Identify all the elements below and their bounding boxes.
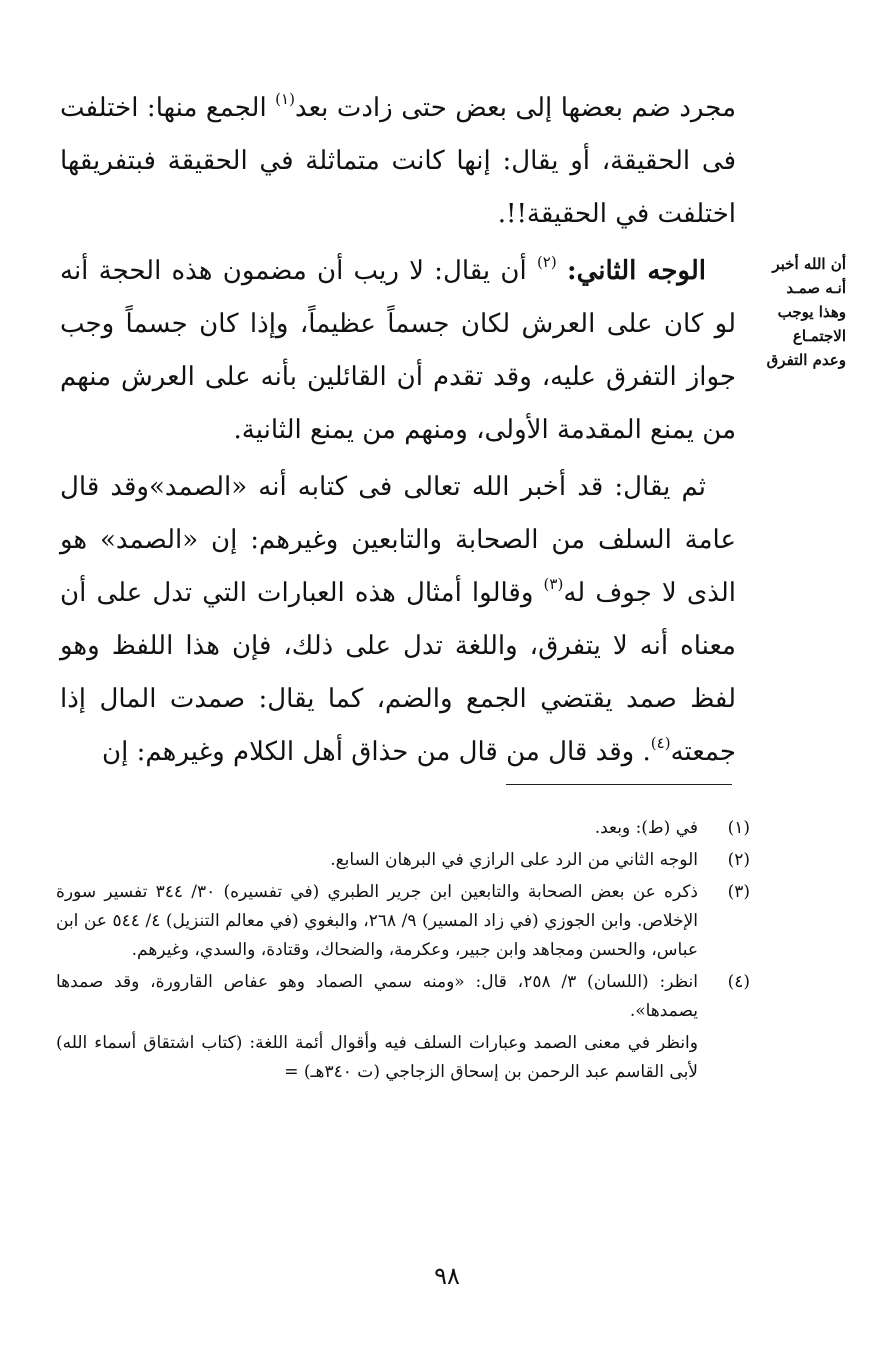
paragraph-3-text-b: وقالوا أمثال هذه العبارات التي تدل على أن معناه أنه لا يتفرق، واللغة تدل على ذلك، فإن هذا اللفظ وهو لفظ صمد يقتضي الجمع والضم، كما يقال: صمدت المال إذا جمعته [60,578,736,767]
paragraph-3 [60,461,736,779]
footnote-1 [56,814,750,843]
paragraph-3-text-a: ثم يقال: قد أخبر الله تعالى فى كتابه أنه «الصمد»وقد قال عامة السلف من الصحابة والتابعين وغيرهم: إن «الصمد» هو الذى لا جوف له [60,472,736,608]
footnote-number: (٢) [727,850,750,870]
footnote-ref-1[interactable]: (١) [275,90,295,108]
paragraph-1 [60,82,736,241]
margin-note-line: وعدم التفرق [766,351,846,369]
footnote-2 [56,846,750,875]
footnote-text: انظر: (اللسان) ٣/ ٢٥٨، قال: «ومنه سمي الصماد وهو عفاص القارورة، وقد صمدها يصمدها». [56,972,698,1021]
footnote-separator [506,784,732,785]
footnote-ref-4[interactable]: (٤) [650,734,671,752]
margin-note [760,252,846,372]
main-text [60,82,736,779]
footnote-ref-2[interactable]: (٢) [536,253,557,271]
paragraph-1-text-b: الجمع منها: اختلفت فى الحقيقة، أو يقال: إنها كانت متماثلة في الحقيقة فبتفريقها اختلفت في الحقيقة!!. [60,93,736,229]
margin-note-line: أن الله أخبر [772,255,846,273]
paragraph-2 [60,245,736,457]
margin-note-line: الاجتمـاع [792,327,846,345]
footnote-text: الوجه الثاني من الرد على الرازي في البرهان السابع. [330,850,698,870]
footnote-text: ذكره عن بعض الصحابة والتابعين ابن جرير الطبري (في تفسيره) ٣٠/ ٣٤٤ تفسير سورة الإخلاص. وابن الجوزي (في زاد المسير) ٩/ ٢٦٨، والبغوي (في معالم التنزيل) ٤/ ٥٤٤ عن ابن عباس، والحسن ومجاهد وابن جبير، وعكرمة، والضحاك، وقتادة، والسدي، وغيرهم. [56,882,698,960]
page-number: ٩٨ [434,1262,460,1290]
footnotes [56,814,750,1087]
footnote-4-continuation: وانظر في معنى الصمد وعبارات السلف فيه وأقوال أئمة اللغة: (كتاب اشتقاق أسماء الله) لأبى القاسم عبد الرحمن بن إسحاق الزجاجي (ت ٣٤٠هـ) = [56,1033,698,1082]
footnote-4 [56,968,750,1026]
footnote-number: (٣) [727,882,750,902]
footnote-ref-3[interactable]: (٣) [543,575,564,593]
footnote-number: (٤) [727,972,750,992]
margin-note-line: أنـه صمـد [786,279,846,297]
second-aspect-heading: الوجه الثاني: [566,256,706,286]
footnote-number: (١) [727,818,750,838]
footnote-text: في (ط): وبعد. [594,818,698,838]
paragraph-1-text-a: مجرد ضم بعضها إلى بعض حتى زادت بعد [294,93,736,123]
margin-note-line: وهذا يوجب [777,303,846,321]
footnote-3 [56,878,750,965]
paragraph-2-text: أن يقال: لا ريب أن مضمون هذه الحجة أنه لو كان على العرش لكان جسماً عظيماً، وإذا كان جسماً وجب جواز التفرق عليه، وقد تقدم أن القائلين بأنه على العرش منهم من يمنع المقدمة الأولى، ومنهم من يمنع الثانية. [60,256,736,445]
paragraph-3-text-c: . وقد قال من قال من حذاق أهل الكلام وغيرهم: إن [102,737,651,767]
